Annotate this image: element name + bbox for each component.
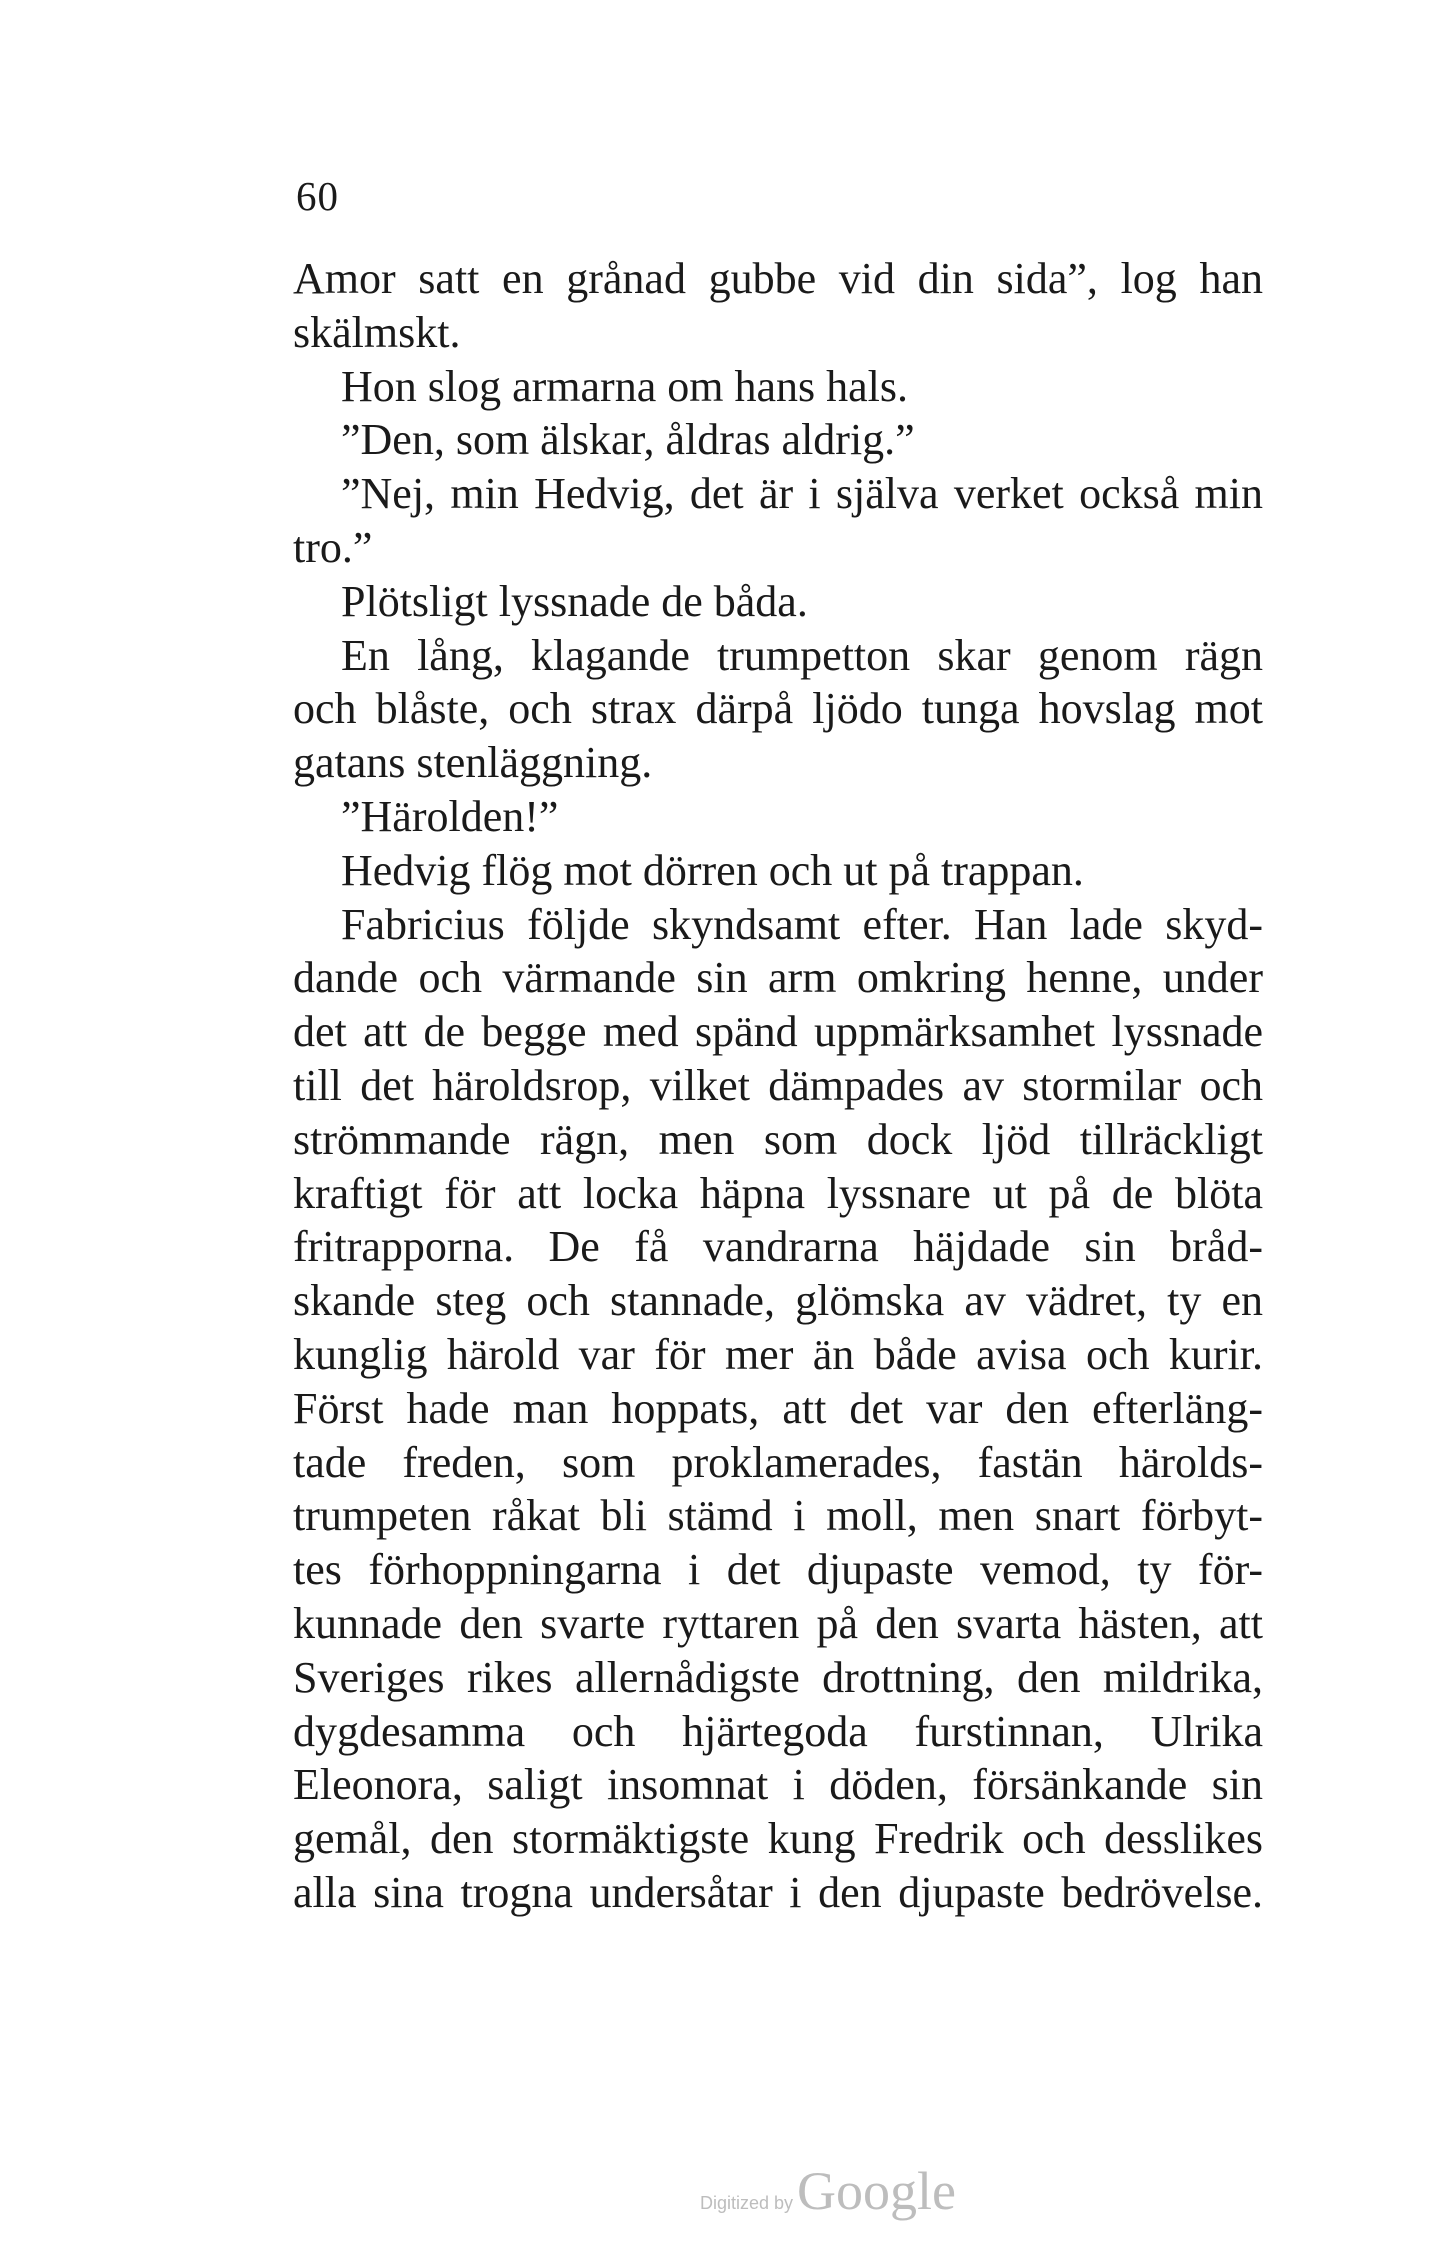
watermark-prefix: Digitized by bbox=[700, 2193, 794, 2213]
text-line: fritrapporna. De få vandrarna häjdade sin bråd- bbox=[293, 1222, 1263, 1272]
text-line: Hon slog armarna om hans hals. bbox=[341, 361, 908, 411]
text-line: Eleonora, saligt insomnat i döden, försänkande sin bbox=[293, 1760, 1263, 1810]
text-line: kraftigt för att locka häpna lyssnare ut på de blöta bbox=[293, 1168, 1263, 1218]
text-line: tade freden, som proklamerades, fastän härolds- bbox=[293, 1437, 1263, 1487]
text-line: dygdesamma och hjärtegoda furstinnan, Ulrika bbox=[293, 1706, 1263, 1756]
text-line: tes förhoppningarna i det djupaste vemod, ty för- bbox=[293, 1545, 1263, 1595]
text-line: Först hade man hoppats, att det var den efterläng- bbox=[293, 1383, 1263, 1433]
text-line: gatans stenläggning. bbox=[293, 738, 653, 788]
text-line: till det häroldsrop, vilket dämpades av stormilar och bbox=[293, 1060, 1263, 1110]
text-line: dande och värmande sin arm omkring henne, under bbox=[293, 953, 1263, 1003]
text-line: kunglig härold var för mer än både avisa och kurir. bbox=[293, 1329, 1263, 1379]
text-line: tro.” bbox=[293, 522, 373, 572]
text-line: alla sina trogna undersåtar i den djupaste bedrövelse. bbox=[293, 1867, 1263, 1917]
text-line: det att de begge med spänd uppmärksamhet lyssnade bbox=[293, 1007, 1263, 1057]
text-line: och blåste, och strax därpå ljödo tunga hovslag mot bbox=[293, 684, 1263, 734]
text-line: Sveriges rikes allernådigste drottning, den mildrika, bbox=[293, 1652, 1263, 1702]
text-line: Hedvig flög mot dörren och ut på trappan. bbox=[341, 845, 1084, 895]
page-number: 60 bbox=[296, 173, 339, 219]
text-line: ”Den, som älskar, åldras aldrig.” bbox=[341, 415, 915, 465]
text-line: ”Nej, min Hedvig, det är i själva verket också min bbox=[341, 469, 1263, 519]
text-line: strömmande rägn, men som dock ljöd tillräckligt bbox=[293, 1114, 1263, 1164]
text-line: Plötsligt lyssnade de båda. bbox=[341, 576, 808, 626]
text-line: ”Härolden!” bbox=[341, 791, 559, 841]
digitization-watermark bbox=[700, 2160, 956, 2222]
text-line: skande steg och stannade, glömska av vädret, ty en bbox=[293, 1276, 1263, 1326]
text-line: Fabricius följde skyndsamt efter. Han lade skyd- bbox=[341, 899, 1263, 949]
text-line: trumpeten råkat bli stämd i moll, men snart förbyt- bbox=[293, 1491, 1263, 1541]
body-text bbox=[293, 252, 1263, 1920]
google-logo: Google bbox=[797, 2161, 957, 2221]
text-line: Amor satt en grånad gubbe vid din sida”, log han bbox=[293, 254, 1263, 303]
text-line: En lång, klagande trumpetton skar genom rägn bbox=[341, 630, 1263, 680]
text-line: kunnade den svarte ryttaren på den svarta hästen, att bbox=[293, 1598, 1263, 1648]
text-line: gemål, den stormäktigste kung Fredrik och desslikes bbox=[293, 1814, 1263, 1864]
text-line: skälmskt. bbox=[293, 307, 461, 357]
